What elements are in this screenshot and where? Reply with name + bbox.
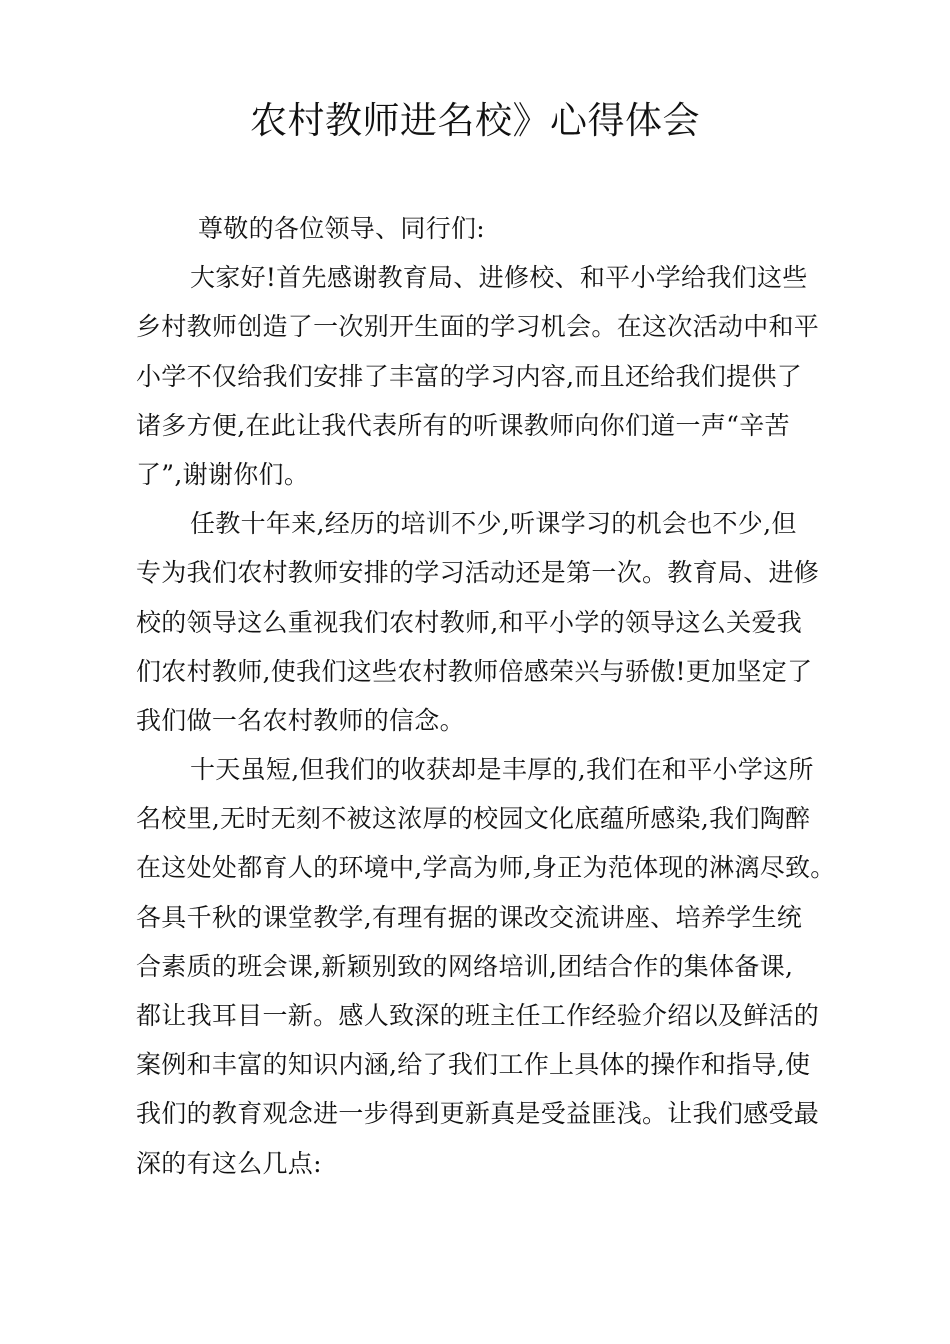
paragraph-line: 诸多方便,在此让我代表所有的听课教师向你们道一声“辛苦	[136, 410, 790, 440]
paragraph-line: 十天虽短,但我们的收获却是丰厚的,我们在和平小学这所	[190, 755, 814, 785]
paragraph-line: 都让我耳目一新。感人致深的班主任工作经验介绍以及鲜活的	[136, 1001, 820, 1030]
paragraph-line: 大家好!首先感谢教育局、进修校、和平小学给我们这些	[190, 263, 808, 293]
paragraph-line: 深的有这么几点:	[136, 1148, 322, 1178]
paragraph-line: 们农村教师,使我们这些农村教师倍感荣兴与骄傲!更加坚定了	[136, 656, 813, 686]
paragraph-line: 我们的教育观念进一步得到更新真是受益匪浅。让我们感受最	[136, 1099, 820, 1129]
paragraph-line: 案例和丰富的知识内涵,给了我们工作上具体的操作和指导,使	[136, 1050, 811, 1080]
paragraph-line: 小学不仅给我们安排了丰富的学习内容,而且还给我们提供了	[136, 361, 803, 391]
paragraph-line: 乡村教师创造了一次别开生面的学习机会。在这次活动中和平	[136, 312, 820, 342]
paragraph-line: 校的领导这么重视我们农村教师,和平小学的领导这么关爱我	[136, 607, 803, 637]
document-title: 农村教师进名校》心得体会	[250, 99, 700, 142]
paragraph-line: 专为我们农村教师安排的学习活动还是第一次。教育局、进修	[136, 558, 820, 588]
salutation-line: 尊敬的各位领导、同行们:	[198, 214, 486, 243]
paragraph-line: 任教十年来,经历的培训不少,听课学习的机会也不少,但	[190, 509, 797, 539]
paragraph-line: 各具千秋的课堂教学,有理有据的课改交流讲座、培养学生统	[136, 902, 803, 932]
paragraph-line: 我们做一名农村教师的信念。	[136, 705, 465, 735]
paragraph-line: 在这处处都育人的环境中,学高为师,身正为范体现的淋漓尽致。	[136, 853, 836, 883]
document-body	[136, 204, 836, 1188]
paragraph-line: 名校里,无时无刻不被这浓厚的校园文化底蕴所感染,我们陶醉	[136, 804, 811, 834]
paragraph-line: 合素质的班会课,新颖别致的网络培训,团结合作的集体备课,	[136, 951, 794, 981]
paragraph-line: 了”,谢谢你们。	[136, 459, 310, 489]
